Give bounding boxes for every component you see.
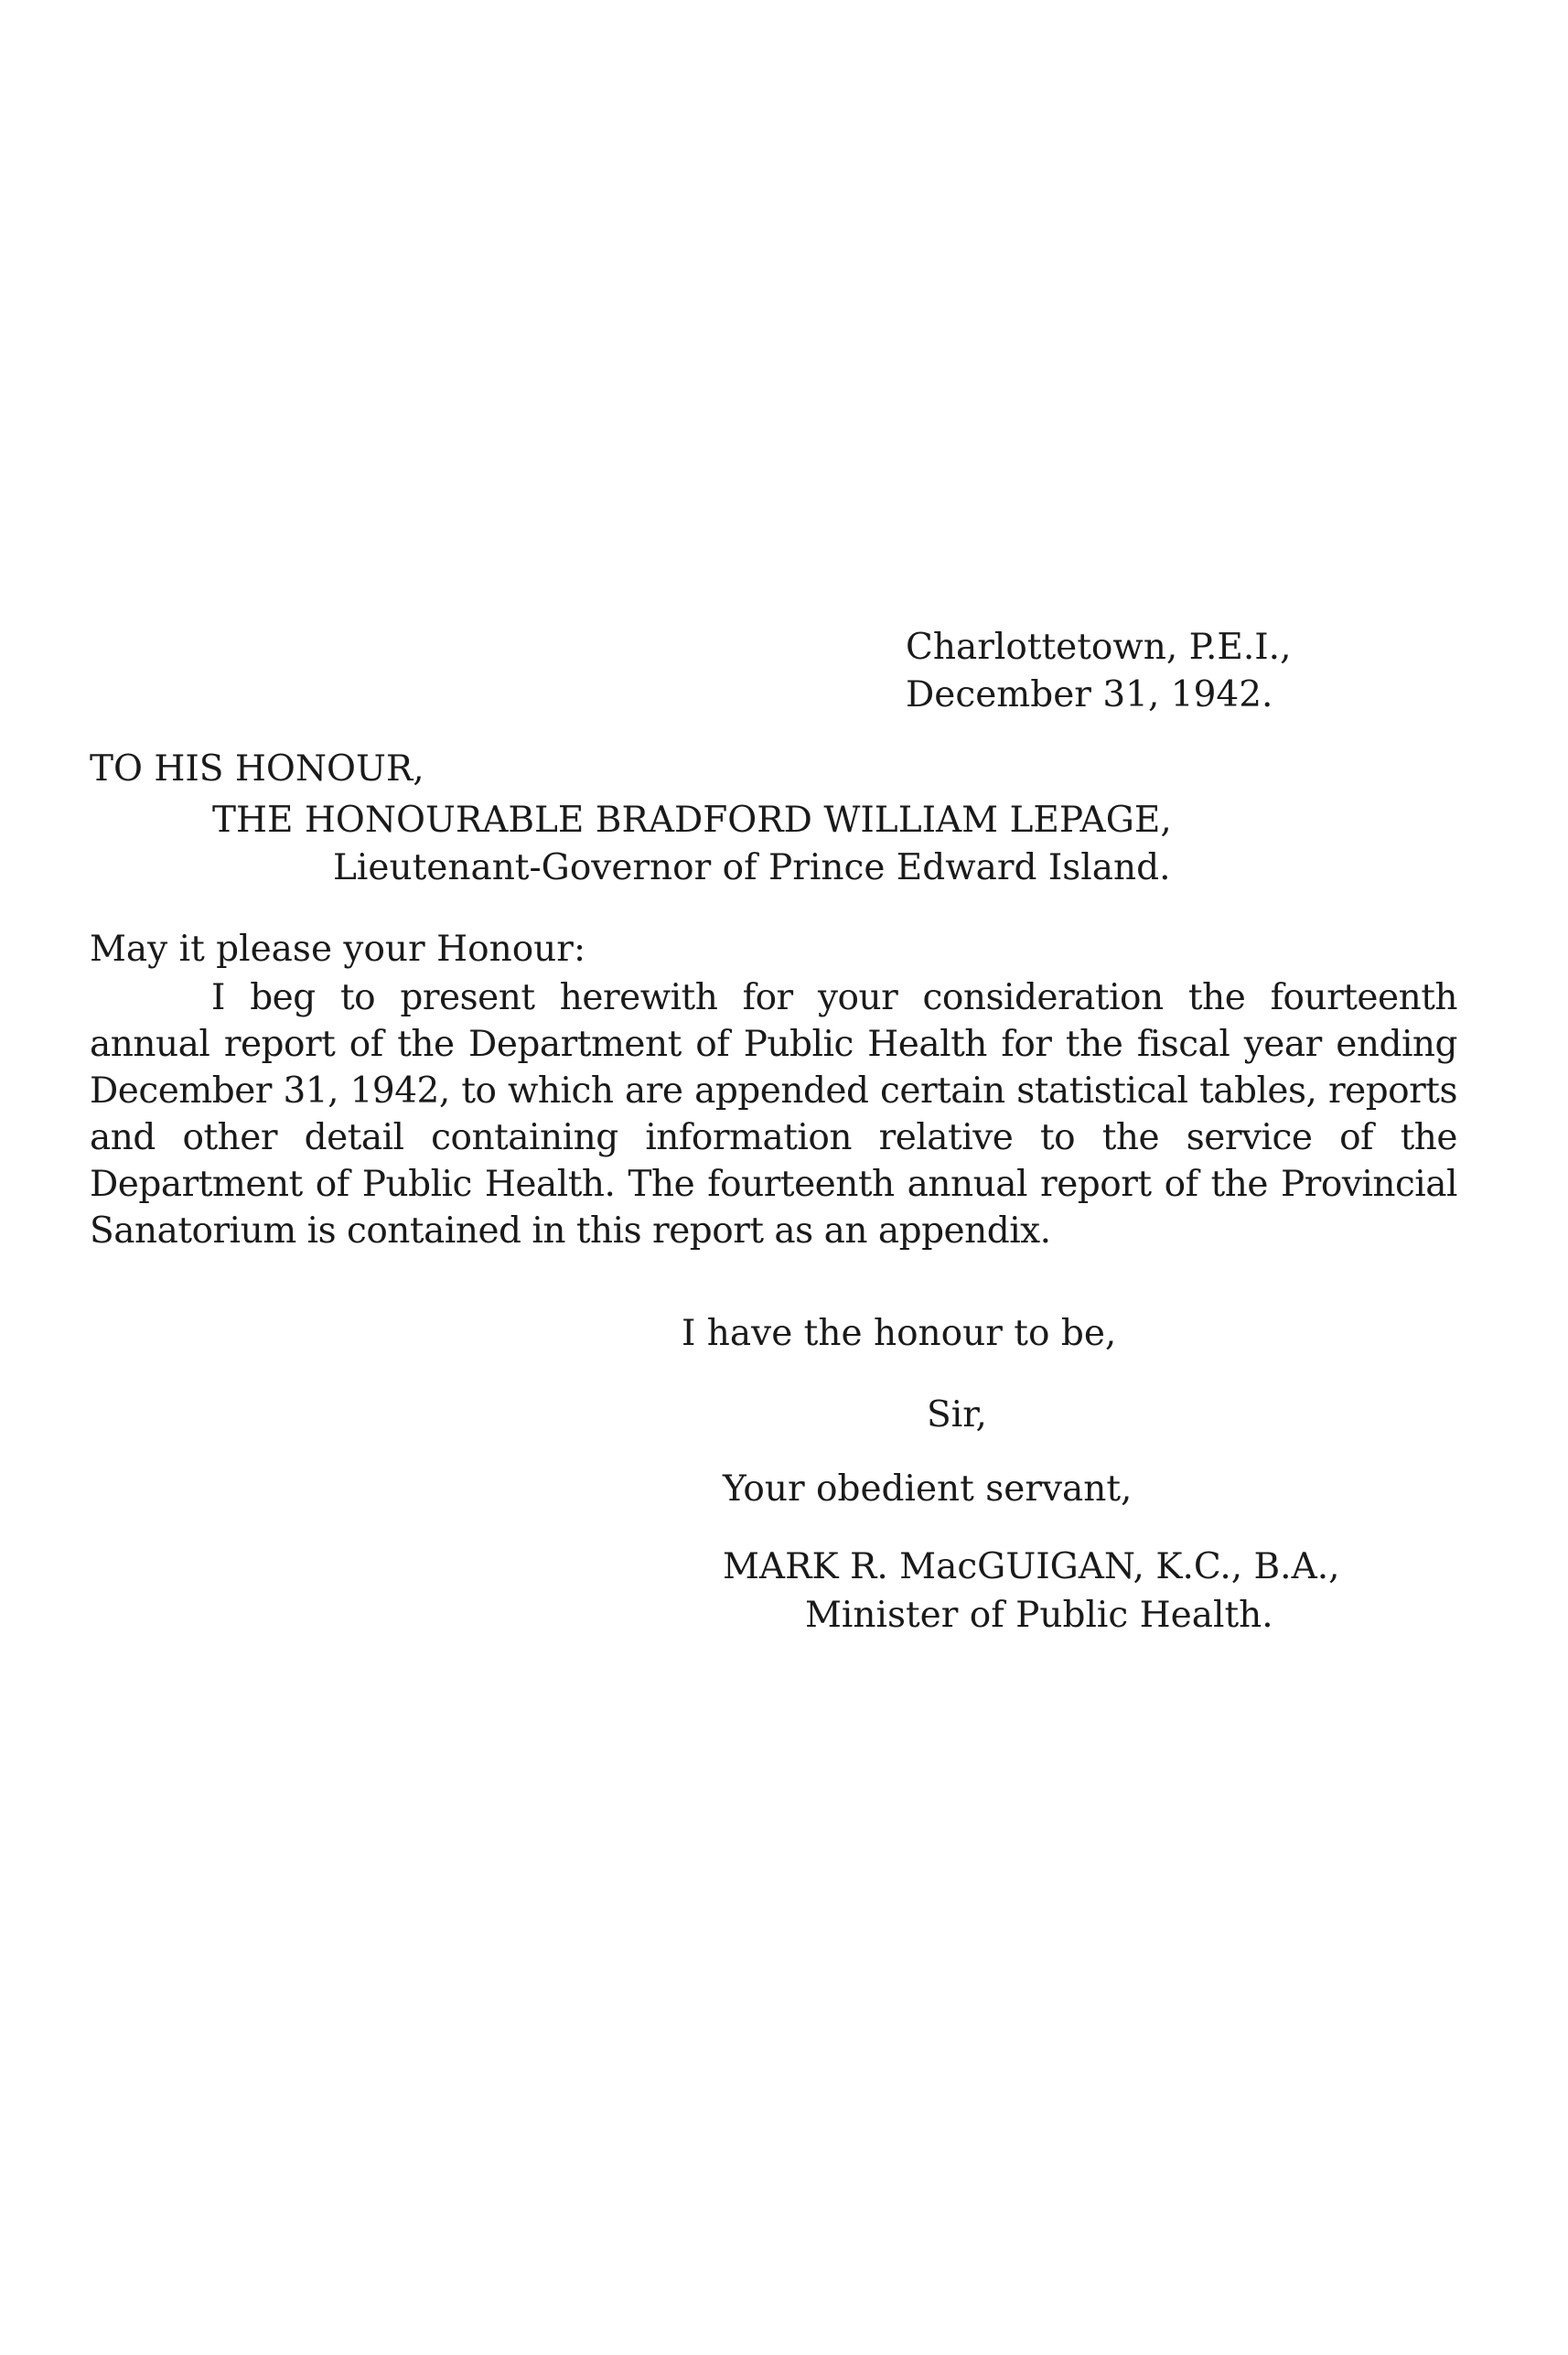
recipient-title: Lieutenant-Governor of Prince Edward Island. xyxy=(333,847,1171,888)
signature-name: MARK R. MacGUIGAN, K.C., B.A., xyxy=(723,1546,1340,1587)
closing-line-3: Your obedient servant, xyxy=(723,1468,1133,1510)
recipient-name: THE HONOURABLE BRADFORD WILLIAM LEPAGE, xyxy=(212,800,1172,841)
signature-title: Minister of Public Health. xyxy=(805,1595,1273,1636)
place-line: Charlottetown, P.E.I., xyxy=(906,627,1292,668)
greeting: May it please your Honour: xyxy=(90,929,586,970)
closing-line-2: Sir, xyxy=(927,1394,987,1436)
letter-body: I beg to present herewith for your consideration the fourteenth annual report of the Department of Public Health for the fiscal year ending December 31, 1942, to which are appended certain statistical tables, reports and other detail containing information relative to the service of the Department of Public Health. The fourteenth annual report of the Provincial Sanatorium is contained in this report as an appendix. xyxy=(90,977,1457,1252)
closing-line-1: I have the honour to be, xyxy=(682,1313,1117,1354)
salutation: TO HIS HONOUR, xyxy=(90,748,424,790)
date-line: December 31, 1942. xyxy=(906,674,1273,715)
